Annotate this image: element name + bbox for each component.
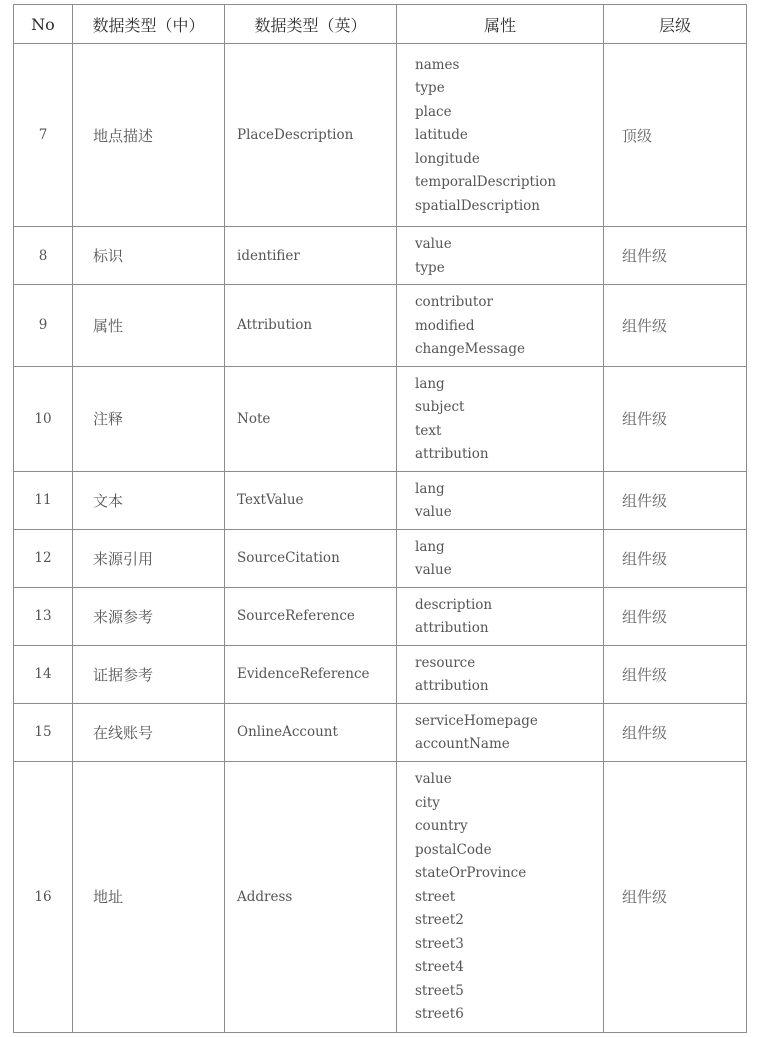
table-row <box>14 703 747 761</box>
cell-level: 组件级 <box>604 703 747 761</box>
cell-no: 9 <box>14 285 73 367</box>
property-item: attribution <box>415 678 489 694</box>
property-list <box>415 704 603 761</box>
property-item: spatialDescription <box>415 197 541 214</box>
property-item: street6 <box>415 1006 464 1023</box>
cell-level: 组件级 <box>604 471 747 529</box>
cell-type-en: OnlineAccount <box>225 703 397 761</box>
property-list <box>415 646 603 703</box>
cell-no: 14 <box>14 645 73 703</box>
cell-type-en: Attribution <box>225 285 397 367</box>
property-item: lang <box>415 480 445 497</box>
property-item: lang <box>415 375 445 392</box>
property-item: street5 <box>415 982 464 999</box>
cell-no: 10 <box>14 366 73 471</box>
property-item: resource <box>415 654 476 671</box>
cell-type-zh: 来源引用 <box>73 529 225 587</box>
cell-type-zh: 在线账号 <box>73 703 225 761</box>
property-item: type <box>415 80 445 97</box>
property-item: value <box>415 771 452 788</box>
cell-type-zh: 标识 <box>73 227 225 285</box>
property-item: names <box>415 56 460 73</box>
cell-properties <box>397 227 604 285</box>
property-item: city <box>415 794 440 811</box>
property-list <box>415 588 603 645</box>
cell-type-en: TextValue <box>225 471 397 529</box>
property-item: lang <box>415 538 445 555</box>
header-properties: 属性 <box>397 5 604 44</box>
property-item: value <box>415 562 452 578</box>
cell-properties <box>397 44 604 227</box>
property-item: country <box>415 818 468 835</box>
cell-no: 16 <box>14 761 73 1032</box>
cell-level: 组件级 <box>604 587 747 645</box>
cell-no: 15 <box>14 703 73 761</box>
table-row <box>14 366 747 471</box>
cell-type-en: SourceReference <box>225 587 397 645</box>
data-type-table <box>13 4 747 1033</box>
table-row <box>14 471 747 529</box>
property-item: description <box>415 596 493 613</box>
property-item: accountName <box>415 736 510 752</box>
property-item: type <box>415 259 445 276</box>
property-item: value <box>415 504 452 520</box>
property-list <box>415 762 603 1031</box>
cell-level: 组件级 <box>604 227 747 285</box>
header-type-zh: 数据类型（中） <box>73 5 225 44</box>
cell-type-en: SourceCitation <box>225 529 397 587</box>
table-row <box>14 587 747 645</box>
table-header <box>14 5 747 44</box>
property-item: text <box>415 422 442 439</box>
cell-type-en: Address <box>225 761 397 1032</box>
property-item: street4 <box>415 959 464 976</box>
cell-properties <box>397 587 604 645</box>
table-row <box>14 227 747 285</box>
cell-properties <box>397 285 604 367</box>
property-item: contributor <box>415 294 493 310</box>
property-item: postalCode <box>415 841 492 858</box>
cell-type-zh: 文本 <box>73 471 225 529</box>
cell-type-zh: 注释 <box>73 366 225 471</box>
cell-properties <box>397 471 604 529</box>
property-list <box>415 285 603 366</box>
property-item: longitude <box>415 150 480 167</box>
data-type-table-page <box>13 4 746 1033</box>
cell-properties <box>397 703 604 761</box>
header-row <box>14 5 747 44</box>
cell-properties <box>397 529 604 587</box>
cell-type-zh: 来源参考 <box>73 587 225 645</box>
cell-level: 顶级 <box>604 44 747 227</box>
property-list <box>415 367 603 471</box>
table-body <box>14 44 747 1033</box>
cell-type-en: EvidenceReference <box>225 645 397 703</box>
cell-level: 组件级 <box>604 645 747 703</box>
cell-no: 13 <box>14 587 73 645</box>
property-item: serviceHomepage <box>415 712 538 729</box>
property-item: street <box>415 888 456 905</box>
property-item: street2 <box>415 912 464 929</box>
cell-properties <box>397 366 604 471</box>
property-item: latitude <box>415 127 468 144</box>
cell-no: 11 <box>14 471 73 529</box>
cell-type-en: Note <box>225 366 397 471</box>
property-item: modified <box>415 317 475 334</box>
property-item: stateOrProvince <box>415 865 527 882</box>
property-list <box>415 227 603 284</box>
table-row <box>14 645 747 703</box>
property-list <box>415 530 603 587</box>
cell-no: 12 <box>14 529 73 587</box>
cell-type-zh: 属性 <box>73 285 225 367</box>
cell-level: 组件级 <box>604 285 747 367</box>
cell-level: 组件级 <box>604 761 747 1032</box>
cell-level: 组件级 <box>604 366 747 471</box>
cell-type-en: PlaceDescription <box>225 44 397 227</box>
property-item: attribution <box>415 620 489 636</box>
table-row <box>14 529 747 587</box>
table-row <box>14 285 747 367</box>
cell-properties <box>397 761 604 1032</box>
header-level: 层级 <box>604 5 747 44</box>
cell-type-en: identifier <box>225 227 397 285</box>
cell-type-zh: 地址 <box>73 761 225 1032</box>
property-list <box>415 48 603 223</box>
table-row <box>14 761 747 1032</box>
cell-type-zh: 证据参考 <box>73 645 225 703</box>
property-item: street3 <box>415 935 464 952</box>
cell-no: 8 <box>14 227 73 285</box>
property-list <box>415 472 603 529</box>
property-item: changeMessage <box>415 341 525 357</box>
property-item: value <box>415 236 452 252</box>
property-item: subject <box>415 399 465 415</box>
table-row <box>14 44 747 227</box>
cell-properties <box>397 645 604 703</box>
cell-no: 7 <box>14 44 73 227</box>
header-no: No <box>14 5 73 44</box>
property-item: attribution <box>415 446 489 462</box>
header-type-en: 数据类型（英） <box>225 5 397 44</box>
cell-type-zh: 地点描述 <box>73 44 225 227</box>
cell-level: 组件级 <box>604 529 747 587</box>
property-item: temporalDescription <box>415 174 557 191</box>
property-item: place <box>415 103 452 120</box>
